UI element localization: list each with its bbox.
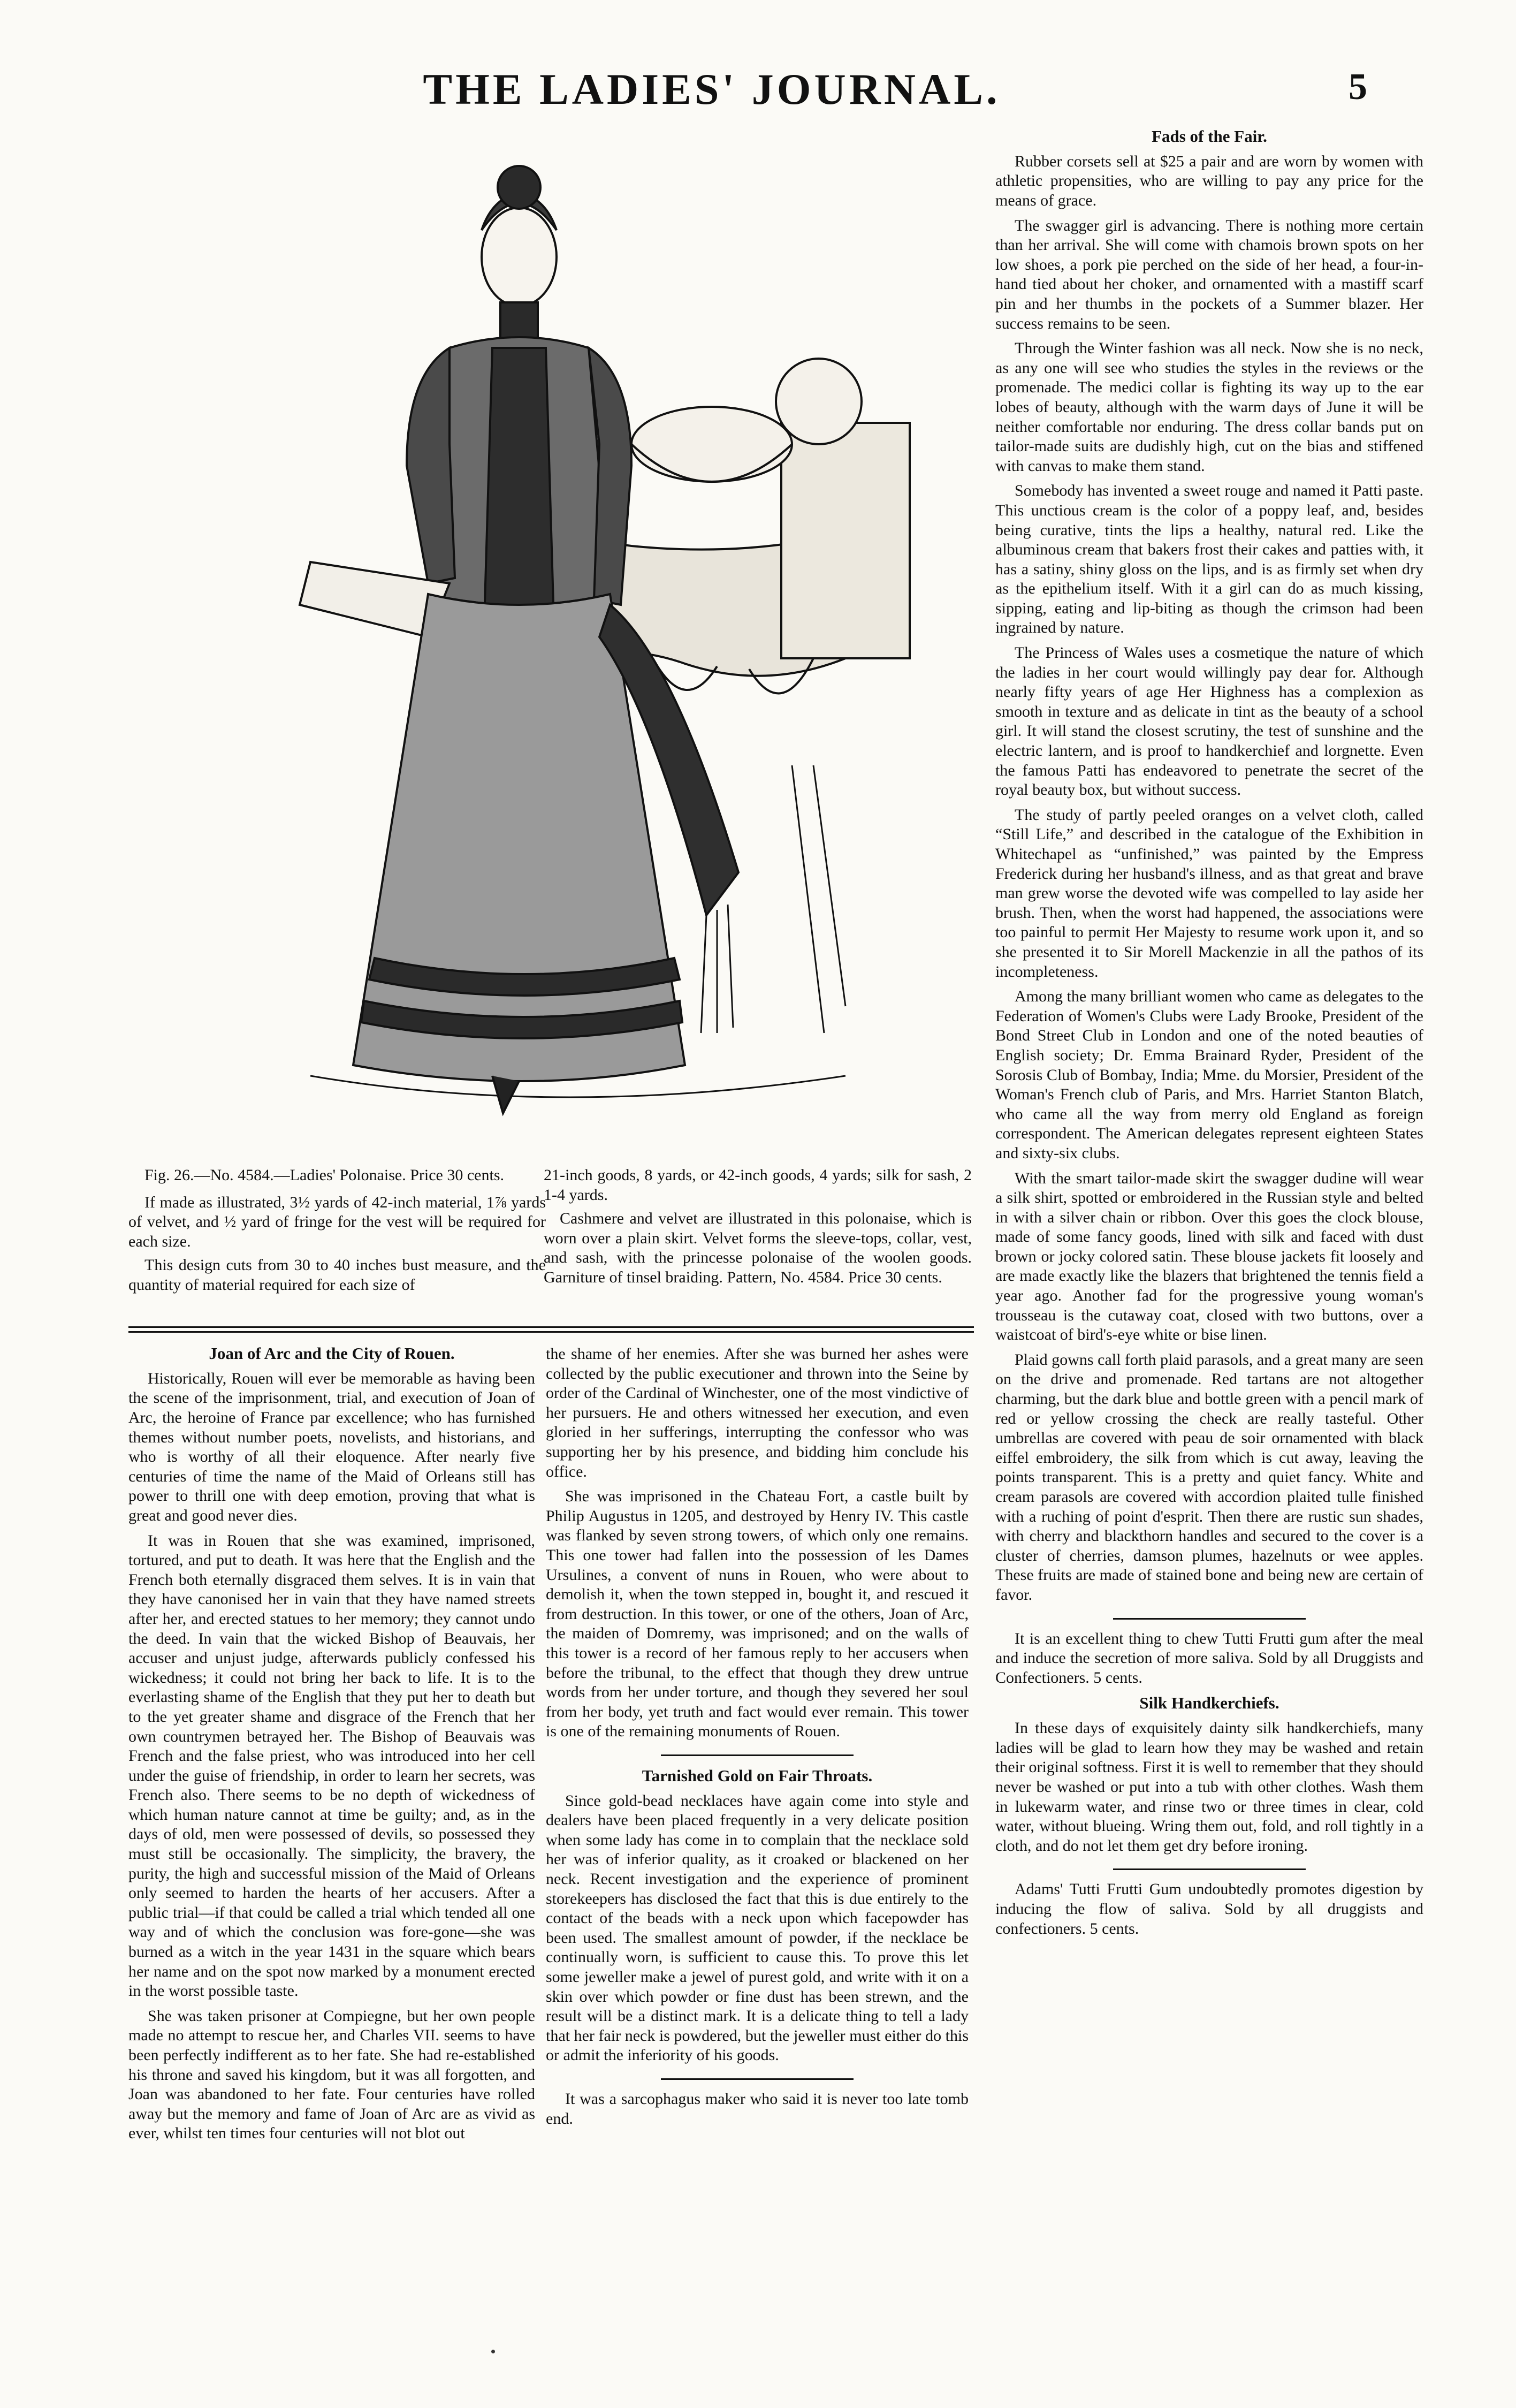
article-paragraph: Historically, Rouen will ever be memorable as having been the scene of the imprisonment, trial, and execution of Joan of Arc, the heroine of France par excellence; who has furnished themes without number poets, novelists, and historians, and who is worthy of all their eloquence. After nearly five centuries of time the name of the Maid of Orleans still has power to thrill one with deep emotion, proving that what is great and good never dies.	[128, 1369, 535, 1524]
section-divider	[661, 1754, 854, 1756]
section-divider	[128, 1326, 974, 1333]
masthead-title: THE LADIES' JOURNAL.	[423, 65, 1001, 113]
section-divider	[1113, 1868, 1306, 1870]
article-joan-col2	[546, 1344, 969, 2134]
article-paragraph: The Princess of Wales uses a cosmetique the nature of which the ladies in her court would willingly pay dear for. Although nearly fifty years of age Her Highness has a complexion as smooth in texture and as delicate in tint as the beauty of a school girl. It will stand the closest scrutiny, the test of sunshine and the electric lantern, and is proof to handkerchief and lorgnette. Even the famous Patti has endeavored to penetrate the secret of the royal beauty box, but without success.	[995, 644, 1423, 799]
figure-para: If made as illustrated, 3½ yards of 42-inch material, 1⅞ yards of velvet, and ½ yard of fringe for the vest will be required for each size.	[128, 1193, 546, 1250]
article-paragraph: She was taken prisoner at Compiegne, but her own people made no attempt to rescue her, and Charles VII. seems to have been perfectly indifferent as to her fate. She had re-established his throne and saved his kingdom, but it was all forgotten, and Joan was abandoned to her fate. Four centuries have rolled away but the memory and fame of Joan of Arc are as vivid as ever, whilst ten times four centuries will not blot out	[128, 2007, 535, 2143]
figure-para: Cashmere and velvet are illustrated in this polonaise, which is worn over a plain skirt. Velvet forms the sleeve-tops, collar, vest, and sash, with the princesse polonaise of the woolen goods. Garniture of tinsel braiding. Pattern, No. 4584. Price 30 cents.	[544, 1210, 972, 1286]
article-joan-col1	[128, 1338, 535, 2149]
figure-para: This design cuts from 30 to 40 inches bust measure, and the quantity of material required for each size of	[128, 1256, 546, 1294]
article-paragraph: The study of partly peeled oranges on a velvet cloth, called “Still Life,” and described in the catalogue of the Exhibition in Whitechapel as “unfinished,” was painted by the Empress Frederick during her husband's illness, and as that great and brave man grew worse the devoted wife was compelled to lay aside her brush. Then, when the worst had happened, the associations were too painful to permit Her Majesty to resume work upon it, and so she presented it to Sir Morell Mackenzie in all the pathos of its incompleteness.	[995, 806, 1423, 981]
article-heading: Silk Handkerchiefs.	[1139, 1693, 1279, 1713]
fashion-illustration	[150, 123, 974, 1151]
advertisement: Adams' Tutti Frutti Gum undoubtedly promotes digestion by inducing the flow of saliva. Sold by all druggists and confectioners. 5 cents.	[995, 1880, 1423, 1938]
article-paragraph: Rubber corsets sell at $25 a pair and are worn by women with athletic propensities, who are willing to pay any price for the means of grace.	[995, 152, 1423, 209]
article-fads	[995, 126, 1423, 1944]
article-paragraph: the shame of her enemies. After she was burned her ashes were collected by the public executioner and thrown into the Seine by order of the Cardinal of Winchester, one of the most vindictive of her pursuers. He and others witnessed her execution, and even gloried in her sufferings, interrupting the confessor who was supporting her by his presence, and bidding him conclude his office.	[546, 1345, 969, 1480]
article-paragraph: The swagger girl is advancing. There is nothing more certain than her arrival. She will come with chamois brown spots on her low shoes, a pork pie perched on the side of her head, a four-in-hand tied about her choker, and ornamented with a mastiff scarf pin and her thumbs in the pockets of a Summer blazer. Her success remains to be seen.	[995, 216, 1423, 332]
figure-caption: Fig. 26.—No. 4584.—Ladies' Polonaise. Price 30 cents.	[144, 1166, 504, 1184]
article-heading: Fads of the Fair.	[1152, 127, 1267, 146]
article-paragraph: It was a sarcophagus maker who said it is never too late tomb end.	[546, 2090, 969, 2128]
print-speck	[491, 2350, 495, 2353]
article-paragraph: She was imprisoned in the Chateau Fort, a castle built by Philip Augustus in 1205, and destroyed by Henry IV. This castle was flanked by seven strong towers, of which only one remains. This one tower had fallen into the possession of les Dames Ursulines, a convent of nuns in Rouen, who were about to demolish it, when the town stepped in, bought it, and rescued it from destruction. In this tower, or one of the others, Joan of Arc, the maiden of Domremy, was imprisoned; and on the walls of this tower is a record of her famous reply to her accusers when before the tribunal, to the effect that though they drew untrue words from her under torture, and though they severed her soul from her body, yet truth and fact would ever remain. This tower is one of the remaining monuments of Rouen.	[546, 1487, 969, 1741]
section-divider	[661, 2078, 854, 2080]
article-paragraph: Since gold-bead necklaces have again come into style and dealers have been placed frequently in a very delicate position when some lady has come in to complain that the necklace sold her was of inferior quality, as it croaked or blackened on her neck. Recent investigation and the experience of prominent storekeepers has disclosed the fact that this is due entirely to the contact of the beads with a neck upon which facepowder has been used. The smallest amount of powder, if the necklace be continually worn, is sufficient to cause this. To prove this let some jeweller make a jewel of purest gold, and write with it on a skin over which powder or fine dust has been strewn, and the result will be a distinct mark. It is a delicate thing to tell a lady that her fair neck is powdered, but the jeweller must either do this or admit the inferiority of his goods.	[546, 1791, 969, 2064]
section-divider	[1113, 1618, 1306, 1620]
page-number: 5	[1349, 66, 1367, 108]
article-paragraph: Among the many brilliant women who came as delegates to the Federation of Women's Clubs were Lady Brooke, President of the Bond Street Club in London and one of the noted beauties of English society; Dr. Emma Brainard Ryder, President of the Sorosis Club of Bombay, India; Mme. du Morsier, President of the Woman's French club of Paris, and Mrs. Harriet Stanton Blatch, who came all the way from merry old England as foreign correspondent. The American delegates represent eighteen States and sixty-six clubs.	[995, 987, 1423, 1162]
figure-caption-left	[128, 1166, 546, 1300]
article-paragraph: In these days of exquisitely dainty silk handkerchiefs, many ladies will be glad to learn how they may be washed and retain their original softness. First it is well to remember that they should never be washed or put into a tub with other clothes. Wash them in lukewarm water, and rinse two or three times in clear, cold water, without blueing. Wring them out, fold, and roll tightly in a cloth, and do not let them get dry before ironing.	[995, 1719, 1423, 1855]
figure-para: 21-inch goods, 8 yards, or 42-inch goods, 4 yards; silk for sash, 2 1-4 yards.	[544, 1166, 972, 1204]
polonaise-engraving-icon	[150, 123, 974, 1151]
article-paragraph: Through the Winter fashion was all neck. Now she is no neck, as any one will see who studies the styles in the reviews or the promenade. The medici collar is fighting its way up to the ear lobes of beauty, although with the warm days of June it will be neither comfortable nor enduring. The dress collar bands put on tailor-made suits are dudishly high, cut on the bias and stiffened with canvas to make them stand.	[995, 339, 1423, 475]
article-paragraph: Plaid gowns call forth plaid parasols, and a great many are seen on the drive and promenade. Red tartans are not altogether charming, but the dark blue and bottle green with a pencil mark of red or yellow crossing the check are really tasteful. Other umbrellas are covered with peau de soir ornamented with black eiffel embroidery, the silk from which is cut away, leaving the points transparent. This is a pretty and quiet fancy. White and cream parasols are covered with accordion plaited tulle finished with a ruching of point d'esprit. Then there are rustic sun shades, with cherry and blackthorn handles and secured to the cover is a cluster of cherries, damson plumes, hazelnuts or wee apples. These fruits are made of stained bone and being new are certain of favor.	[995, 1350, 1423, 1604]
advertisement: It is an excellent thing to chew Tutti Frutti gum after the meal and induce the secretion of more saliva. Sold by all Druggists and Confectioners. 5 cents.	[995, 1629, 1423, 1687]
article-heading: Tarnished Gold on Fair Throats.	[642, 1766, 873, 1785]
figure-caption-right	[544, 1166, 972, 1292]
article-paragraph: Somebody has invented a sweet rouge and named it Patti paste. This unctious cream is the color of a poppy leaf, and, besides being curative, tints the lips a healthy, natural red. Like the albuminous cream that bakers frost their cakes and patties with, it has a satiny, shiny gloss on the lips, and is as firmly set when dry as the epithelium itself. With it a girl can do as much kissing, sipping, eating and lip-biting as though the crimson had been ingrained by nature.	[995, 482, 1423, 637]
article-heading: Joan of Arc and the City of Rouen.	[209, 1344, 455, 1363]
article-paragraph: With the smart tailor-made skirt the swagger dudine will wear a silk shirt, spotted or embroidered in the Russian style and belted in with a silver chain or ribbon. Over this goes the clock blouse, made of some fancy goods, lined with silk and faced with dust brown or jocky colored satin. These blouse jackets fit loosely and are made exactly like the blazers that brightened the tennis field a year ago. Another fad for the progressive young woman's trousseau is the cutaway coat, closed with two buttons, over a waistcoat of bird's-eye white or bise linen.	[995, 1169, 1423, 1344]
article-paragraph: It was in Rouen that she was examined, imprisoned, tortured, and put to death. It was here that the English and the French both eternally disgraced them selves. It is in vain that they have canonised her in vain that they have named streets after her, and erected statues to her memory; they cannot undo the deed. In vain that the wicked Bishop of Beauvais, her accuser and unjust judge, afterwards publicly confessed his wickedness; it could not bring her back to life. It is to the everlasting shame of the English that they put her to death but to the yet greater shame and disgrace of the French that her own countrymen betrayed her. The Bishop of Beauvais was French and the false priest, who was introduced into her cell under the guise of friendship, in order to learn her secrets, was French also. There seems to be no depth of wickedness of which human nature cannot at time be guilty; and, as in the days of old, men were possessed of devils, so possessed they must still be occasionally. The simplicity, the bravery, the purity, the high and successful mission of the Maid of Orleans only seemed to harden the hearts of her accusers. After a public trial—if that could be called a trial which tended all one way and of which the conclusion was fore-gone—she was burned as a witch in the year 1431 in the square which bears her name and on the spot now marked by a monument erected in the worst possible taste.	[128, 1531, 535, 2000]
